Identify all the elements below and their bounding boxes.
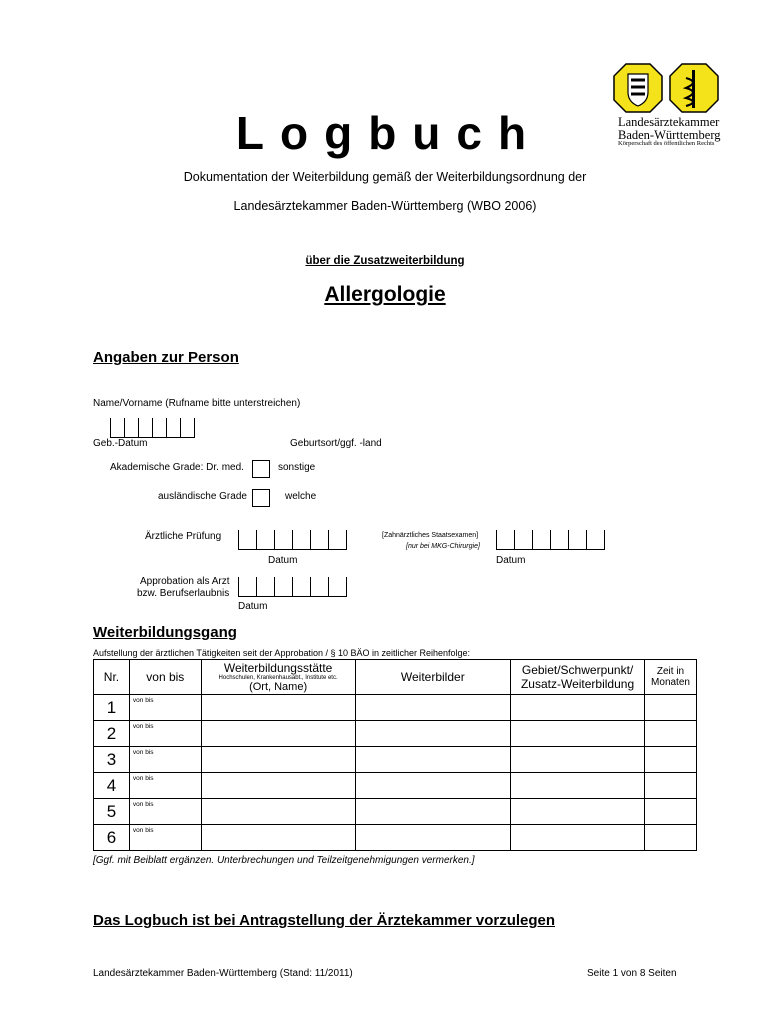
row-field-cell[interactable]	[511, 721, 645, 747]
row-number: 6	[94, 825, 130, 851]
col-trainer-header: Weiterbilder	[355, 660, 511, 695]
row-site-cell[interactable]	[201, 721, 355, 747]
birthdate-label: Geb.-Datum	[93, 438, 148, 449]
row-time-cell[interactable]	[645, 799, 697, 825]
row-field-cell[interactable]	[511, 773, 645, 799]
training-table	[93, 659, 697, 851]
row-trainer-cell[interactable]	[355, 773, 511, 799]
row-site-cell[interactable]	[201, 695, 355, 721]
row-trainer-cell[interactable]	[355, 747, 511, 773]
which-label: welche	[285, 491, 317, 502]
row-number: 4	[94, 773, 130, 799]
exam-date-field[interactable]	[238, 530, 347, 550]
foreign-degrees-checkbox[interactable]	[252, 489, 270, 507]
approbation-date-label: Datum	[238, 601, 268, 612]
row-period-cell[interactable]: von bis	[129, 773, 201, 799]
row-trainer-cell[interactable]	[355, 695, 511, 721]
training-note: [Ggf. mit Beiblatt ergänzen. Unterbrechungen und Teilzeitgenehmigungen vermerken.]	[93, 855, 475, 866]
row-time-cell[interactable]	[645, 721, 697, 747]
dental-exam-date-field[interactable]	[496, 530, 605, 550]
training-heading: Weiterbildungsgang	[93, 624, 237, 641]
logo-line-1: Landesärztekammer	[618, 115, 720, 129]
table-row	[94, 773, 697, 799]
dental-exam-label: [Zahnärztliches Staatsexamen]	[382, 532, 479, 539]
foreign-degrees-label: ausländische Grade	[158, 491, 247, 502]
exam-date-label: Datum	[268, 555, 298, 566]
birthdate-field[interactable]	[110, 418, 195, 438]
row-period-cell[interactable]: von bis	[129, 695, 201, 721]
row-period-cell[interactable]: von bis	[129, 721, 201, 747]
subtitle-line-2: Landesärztekammer Baden-Württemberg (WBO 2006)	[233, 199, 537, 213]
row-time-cell[interactable]	[645, 773, 697, 799]
col-time-header	[645, 660, 697, 695]
col-site-note: Hochschulen, Krankenhausabt., Institute etc.	[218, 675, 338, 681]
col-site-title: Weiterbildungsstätte	[223, 661, 333, 675]
row-trainer-cell[interactable]	[355, 721, 511, 747]
dental-exam-date-label: Datum	[496, 555, 526, 566]
row-trainer-cell[interactable]	[355, 799, 511, 825]
footer-left: Landesärztekammer Baden-Württemberg (Stand: 11/2011)	[93, 968, 353, 979]
approbation-label-1: Approbation als Arzt	[140, 576, 230, 587]
person-heading: Angaben zur Person	[93, 349, 239, 366]
row-trainer-cell[interactable]	[355, 825, 511, 851]
exam-label: Ärztliche Prüfung	[145, 531, 222, 542]
col-site-sub: (Ort, Name)	[249, 681, 308, 693]
table-row	[94, 825, 697, 851]
table-row	[94, 747, 697, 773]
about-label: über die Zusatzweiterbildung	[305, 255, 465, 267]
approbation-label-2: bzw. Berufserlaubnis	[137, 588, 230, 599]
name-label: Name/Vorname (Rufname bitte unterstreichen)	[93, 398, 301, 409]
approbation-date-field[interactable]	[238, 577, 347, 597]
logo-line-3: Körperschaft des öffentlichen Rechts	[618, 140, 715, 147]
footer-page-number: Seite 1 von 8 Seiten	[587, 968, 677, 979]
row-time-cell[interactable]	[645, 695, 697, 721]
col-field-line-2: Zusatz-Weiterbildung	[520, 677, 635, 691]
row-site-cell[interactable]	[201, 773, 355, 799]
row-number: 2	[94, 721, 130, 747]
birthplace-label: Geburtsort/ggf. -land	[290, 438, 382, 449]
row-number: 3	[94, 747, 130, 773]
row-number: 5	[94, 799, 130, 825]
table-header-row	[94, 660, 697, 695]
row-field-cell[interactable]	[511, 825, 645, 851]
dr-med-checkbox[interactable]	[252, 460, 270, 478]
row-site-cell[interactable]	[201, 799, 355, 825]
row-period-cell[interactable]: von bis	[129, 747, 201, 773]
row-period-cell[interactable]: von bis	[129, 799, 201, 825]
row-field-cell[interactable]	[511, 799, 645, 825]
row-time-cell[interactable]	[645, 825, 697, 851]
row-field-cell[interactable]	[511, 695, 645, 721]
degrees-label: Akademische Grade: Dr. med.	[110, 462, 244, 473]
subject-title: Allergologie	[324, 283, 446, 306]
table-row	[94, 721, 697, 747]
row-field-cell[interactable]	[511, 747, 645, 773]
other-degrees-label: sonstige	[278, 462, 316, 473]
subtitle-line-1: Dokumentation der Weiterbildung gemäß der Weiterbildungsordnung der	[183, 170, 587, 184]
col-field-header	[511, 660, 645, 695]
col-site-header	[201, 660, 355, 695]
col-nr-header: Nr.	[94, 660, 130, 695]
col-field-line-1: Gebiet/Schwerpunkt/	[521, 663, 634, 677]
row-site-cell[interactable]	[201, 747, 355, 773]
col-time-line-1: Zeit in	[656, 666, 685, 677]
dental-exam-note: [nur bei MKG-Chirurgie]	[406, 543, 480, 550]
row-time-cell[interactable]	[645, 747, 697, 773]
page-title: Logbuch	[235, 107, 543, 159]
logo-line-2: Baden-Württemberg	[618, 128, 721, 142]
row-number: 1	[94, 695, 130, 721]
row-period-cell[interactable]: von bis	[129, 825, 201, 851]
training-intro: Aufstellung der ärztlichen Tätigkeiten seit der Approbation / § 10 BÄO in zeitlicher Reihenfolge:	[93, 648, 471, 658]
table-row	[94, 799, 697, 825]
col-period-header: von bis	[129, 660, 201, 695]
col-time-line-2: Monaten	[651, 677, 690, 688]
row-site-cell[interactable]	[201, 825, 355, 851]
table-row	[94, 695, 697, 721]
closing-statement: Das Logbuch ist bei Antragstellung der Ärztekammer vorzulegen	[93, 912, 556, 929]
